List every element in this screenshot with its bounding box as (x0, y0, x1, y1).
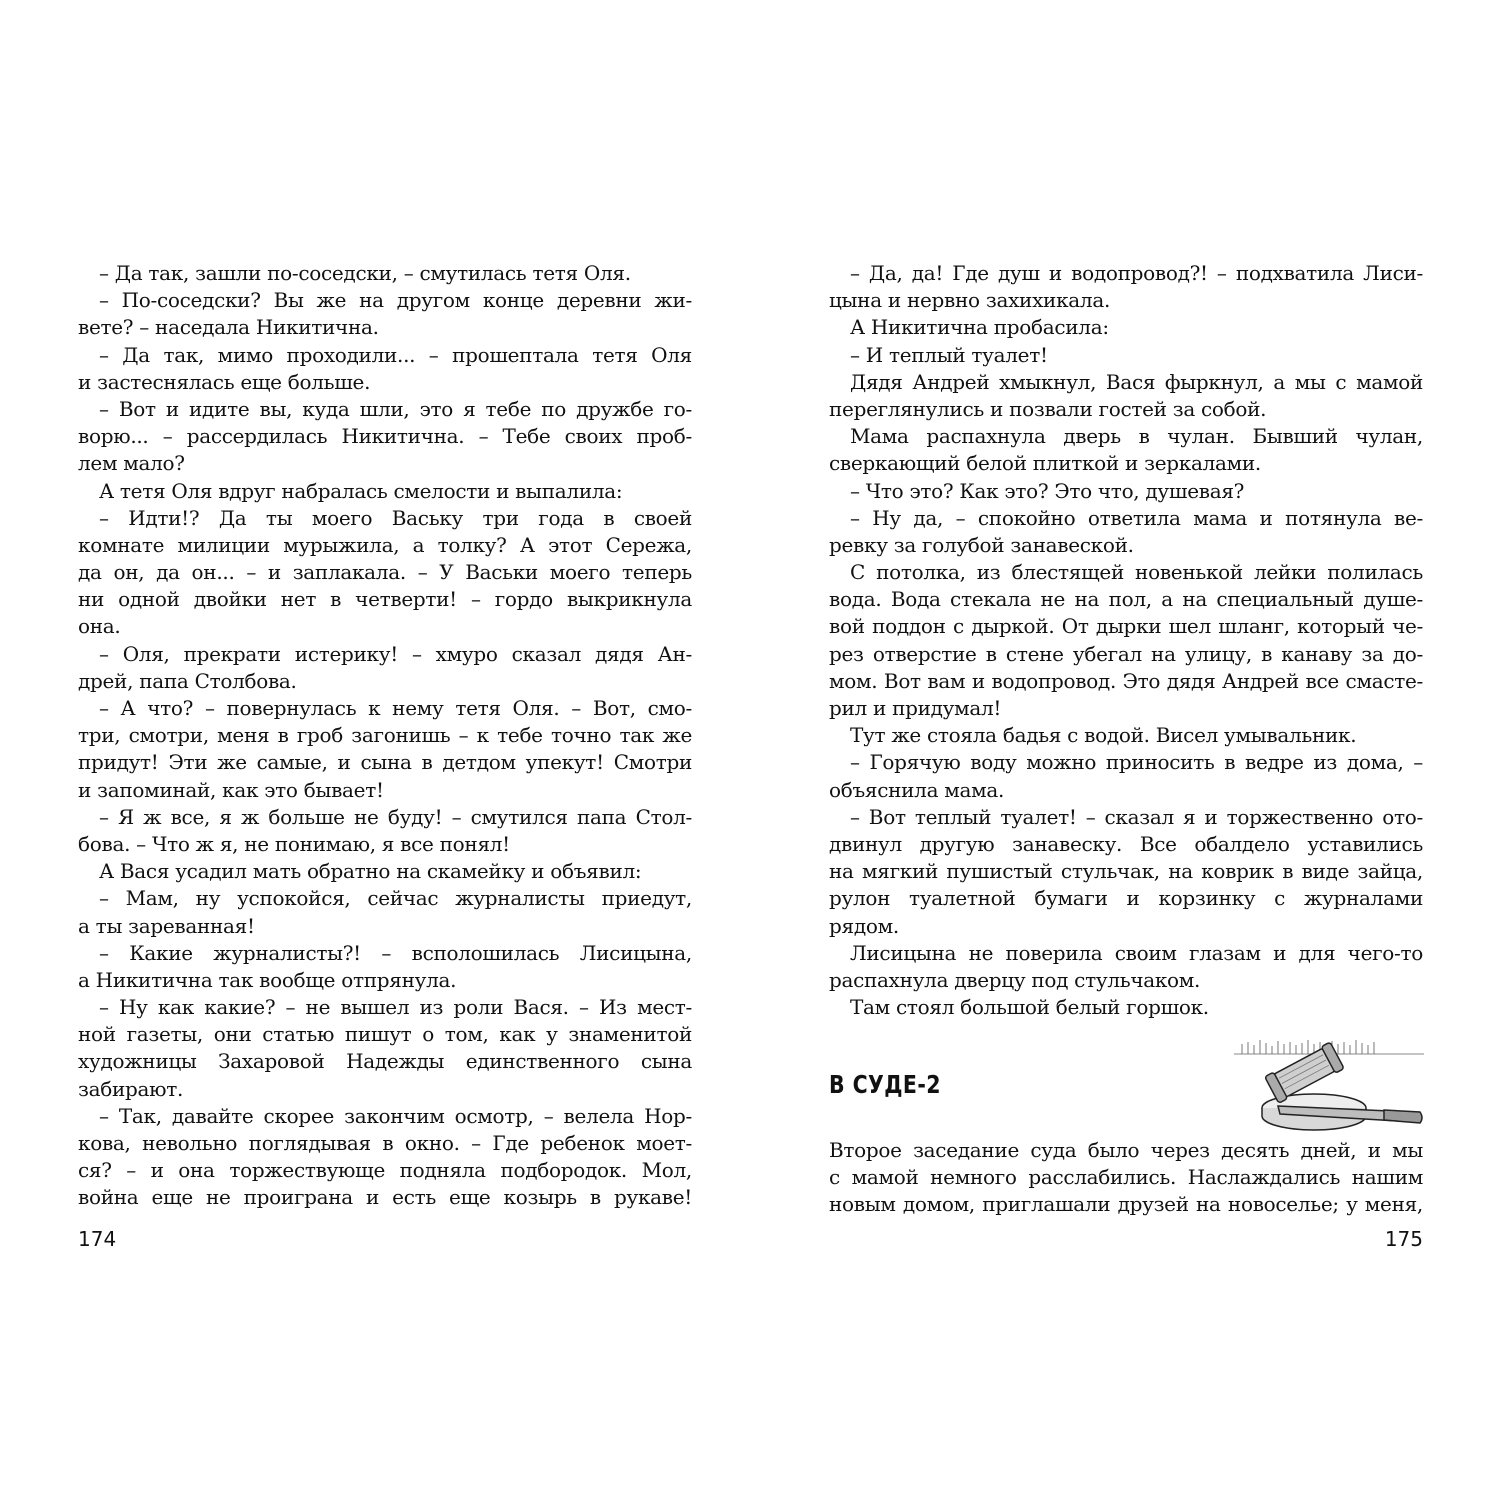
text-line: цына и нервно захихикала. (829, 288, 1110, 313)
text-line: С потолка, из блестящей новенькой лейки полилась (850, 560, 1423, 585)
text-line: ни одной двойки нет в четверти! – гордо выкрикнула (78, 587, 692, 612)
text-line: а Никитична так вообще отпрянула. (78, 967, 457, 992)
text-line: А Никитична пробасила: (850, 315, 1109, 340)
text-line: она. (78, 614, 121, 639)
right-page-text (829, 260, 1423, 1021)
text-line: двинул другую занавеску. Все обалдело уставились (829, 831, 1423, 856)
text-line: комнате милиции мурыжила, а толку? А этот Сережа, (78, 532, 692, 557)
text-line: мом. Вот вам и водопровод. Это дядя Андрей все смасте- (829, 668, 1423, 693)
left-page-text (78, 260, 692, 1212)
text-line: ревку за голубой занавеской. (829, 532, 1134, 557)
text-line: вой поддон с дыркой. От дырки шел шланг, который че- (829, 614, 1423, 639)
text-line: Мама распахнула дверь в чулан. Бывший чулан, (850, 424, 1423, 449)
text-line: – Да так, зашли по-соседски, – смутилась тетя Оля. (99, 261, 631, 285)
text-line: – А что? – повернулась к нему тетя Оля. – Вот, смо- (99, 696, 692, 720)
text-line: – Мам, ну успокойся, сейчас журналисты приедут, (99, 886, 692, 911)
text-line: объяснила мама. (829, 777, 1005, 802)
text-line: три, смотри, меня в гроб загонишь – к тебе точно так же (78, 723, 692, 748)
text-line: лем мало? (78, 451, 185, 476)
text-line: – Ну да, – спокойно ответила мама и потянула ве- (850, 505, 1423, 530)
text-line: да он, да он... – и заплакала. – У Васьки моего теперь (78, 560, 692, 585)
text-line: война еще не проиграна и есть еще козырь в рукаве! (78, 1185, 692, 1210)
chapter-title: В СУДЕ-2 (829, 1070, 941, 1099)
text-line: рядом. (829, 913, 899, 938)
text-line: рил и придумал! (829, 696, 1002, 720)
text-line: – Так, давайте скорее закончим осмотр, – велела Нор- (99, 1103, 692, 1128)
text-line: бова. – Что ж я, не понимаю, я все понял! (78, 831, 510, 856)
text-line: Второе заседание суда было через десять дней, и мы (829, 1138, 1423, 1162)
text-line: – Горячую воду можно приносить в ведре из дома, – (850, 750, 1423, 775)
gavel-illustration (1234, 1022, 1424, 1132)
text-line: Дядя Андрей хмыкнул, Вася фыркнул, а мы с мамой (850, 369, 1423, 394)
text-line: забирают. (78, 1076, 184, 1101)
text-line: ся? – и она торжествующе подняла подбородок. Мол, (78, 1158, 692, 1183)
text-line: – Что это? Как это? Это что, душевая? (850, 478, 1245, 503)
text-line: – Оля, прекрати истерику! – хмуро сказал дядя Ан- (99, 641, 692, 666)
text-line: – Вот и идите вы, куда шли, это я тебе по дружбе го- (99, 396, 692, 421)
text-line: на мягкий пушистый стульчак, на коврик в виде зайца, (829, 859, 1423, 884)
text-line: сверкающий белой плиткой и зеркалами. (829, 451, 1261, 476)
text-line: – Да так, мимо проходили... – прошептала тетя Оля (99, 342, 692, 367)
text-line: с мамой немного расслабились. Наслаждались нашим (829, 1165, 1423, 1190)
text-line: рулон туалетной бумаги и корзинку с журналами (829, 886, 1423, 911)
text-line: придут! Эти же самые, и сына в детдом упекут! Смотри (78, 750, 692, 775)
text-line: дрей, папа Столбова. (78, 668, 297, 693)
text-line: – Идти!? Да ты моего Ваську три года в своей (99, 505, 692, 530)
text-line: и запоминай, как это бывает! (78, 777, 384, 802)
text-line: – Да, да! Где душ и водопровод?! – подхватила Лиси- (850, 261, 1423, 285)
text-line: ворю... – рассердилась Никитична. – Тебе своих проб- (78, 424, 692, 449)
text-line: – Какие журналисты?! – всполошилась Лисицына, (99, 940, 692, 965)
text-line: А Вася усадил мать обратно на скамейку и объявил: (99, 859, 642, 884)
text-line: вете? – наседала Никитична. (78, 315, 379, 340)
text-line: вода. Вода стекала не на пол, а на специальный душе- (829, 587, 1423, 612)
text-line: ной газеты, они статью пишут о том, как у знаменитой (78, 1022, 692, 1047)
text-line: новым домом, приглашали друзей на новоселье; у меня, (829, 1192, 1423, 1217)
chapter-opening-text (829, 1137, 1423, 1219)
page-number-left: 174 (78, 1227, 117, 1251)
text-line: кова, невольно поглядывая в окно. – Где ребенок моет- (78, 1131, 692, 1155)
text-line: и застеснялась еще больше. (78, 369, 371, 394)
text-line: распахнула дверцу под стульчаком. (829, 967, 1201, 992)
text-line: – И теплый туалет! (850, 342, 1048, 367)
text-line: – Вот теплый туалет! – сказал я и торжественно ото- (850, 804, 1423, 829)
text-line: Тут же стояла бадья с водой. Висел умывальник. (850, 723, 1357, 748)
page-number-right: 175 (1384, 1227, 1423, 1251)
text-line: – По-соседски? Вы же на другом конце деревни жи- (99, 288, 692, 313)
text-line: А тетя Оля вдруг набралась смелости и выпалила: (99, 478, 623, 503)
text-line: Там стоял большой белый горшок. (850, 995, 1209, 1020)
text-line: рез отверстие в стене убегал на улицу, в канаву за до- (829, 641, 1423, 666)
text-line: – Я ж все, я ж больше не буду! – смутился папа Стол- (99, 804, 692, 829)
text-line: Лисицына не поверила своим глазам и для чего-то (850, 940, 1423, 965)
text-line: а ты зареванная! (78, 913, 255, 938)
text-line: переглянулись и позвали гостей за собой. (829, 396, 1267, 421)
text-line: – Ну как какие? – не вышел из роли Вася. – Из мест- (99, 995, 692, 1020)
text-line: художницы Захаровой Надежды единственного сына (78, 1049, 692, 1074)
